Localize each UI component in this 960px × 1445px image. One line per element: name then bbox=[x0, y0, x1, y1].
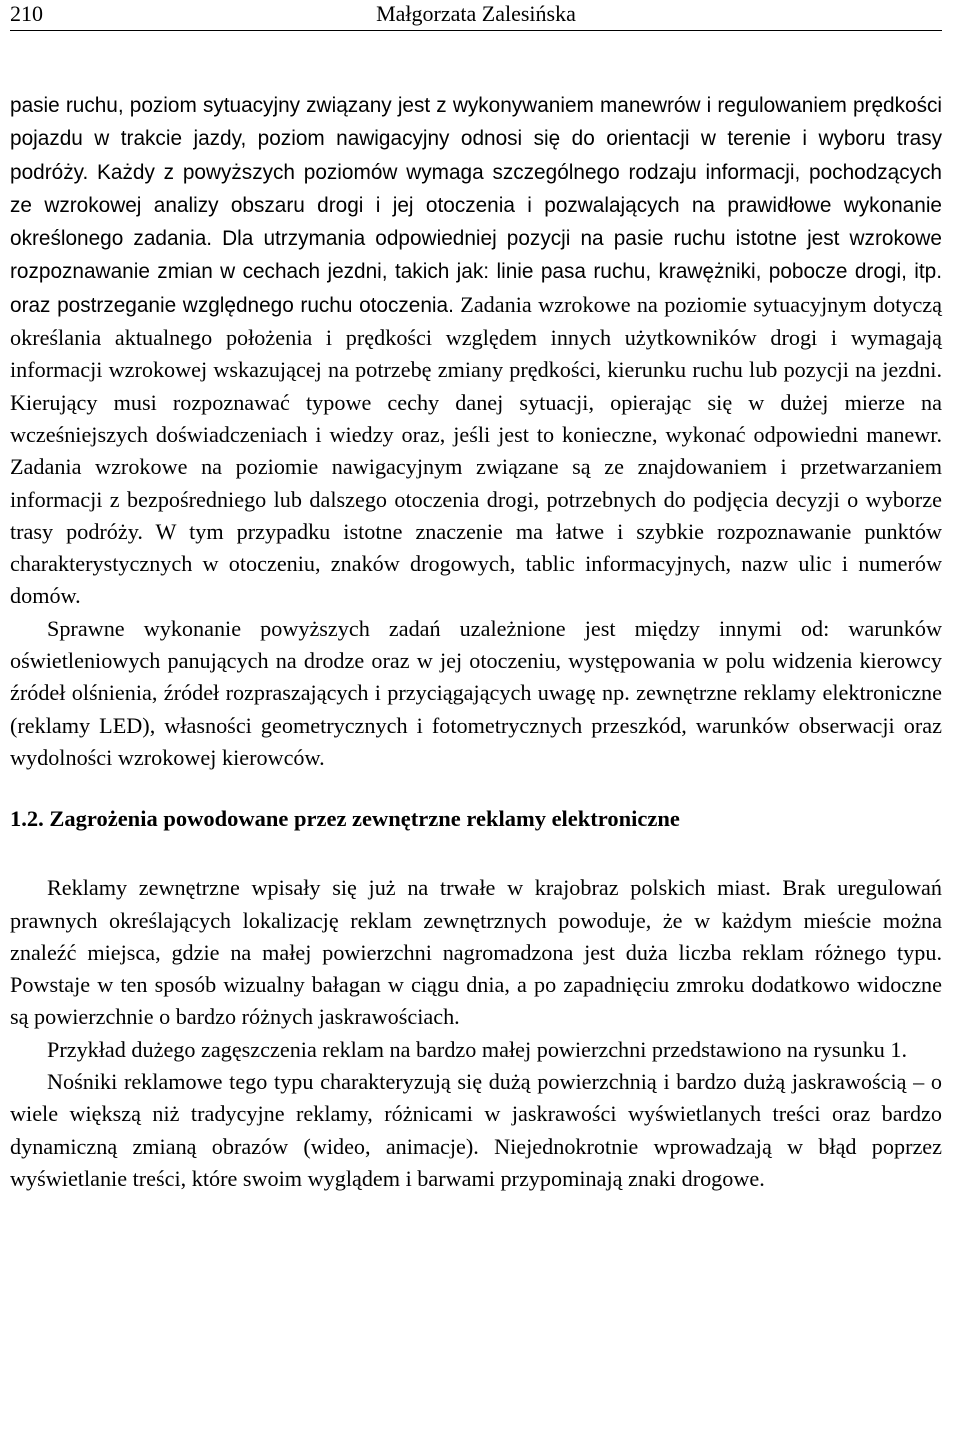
paragraph-1 bbox=[10, 89, 942, 613]
paragraph-3: Reklamy zewnętrzne wpisały się już na trwałe w krajobraz polskich miast. Brak uregulowań prawnych określających lokalizację reklam zewnętrznych powoduje, że w każdym mieście można znaleźć miejsca, gdzie na małej powierzchni nagromadzona jest duża liczba reklam różnego typu. Powstaje w ten sposób wizualny bałagan w ciągu dnia, a po zapadnięciu zmroku dodatkowo widoczne są powierzchnie o bardzo różnych jaskrawościach. bbox=[10, 875, 942, 1030]
page bbox=[10, 0, 942, 1195]
paragraph-1-part-b: Każdy z powyższych poziomów wymaga szczególnego rodzaju informacji, pochodzących ze wzrokowej analizy obszaru drogi i jej otoczenia i pozwalających na prawidłowe wykonanie określonego zadania. Dla utrzymania odpowiedniej pozycji na pasie ruchu istotne jest wzrokowe rozpoznawanie zmian w cechach jezdni, takich jak: linie pasa ruchu, krawężniki, pobocze drogi, itp. oraz postrzeganie względnego ruchu otoczenia. bbox=[10, 160, 942, 317]
header-author: Małgorzata Zalesińska bbox=[376, 1, 576, 26]
page-number: 210 bbox=[10, 1, 43, 26]
section-heading: 1.2. Zagrożenia powodowane przez zewnętrzne reklamy elektroniczne bbox=[10, 806, 680, 832]
paragraph-5: Nośniki reklamowe tego typu charakteryzują się dużą powierzchnią i bardzo dużą jaskrawością – o wiele większą niż tradycyjne reklamy, różnicami w jaskrawości wyświetlanych treści oraz bardzo dynamiczną zmianą obrazów (wideo, animacje). Niejednokrotnie wprowadzają w błąd poprzez wyświetlanie treści, które swoim wyglądem i barwami przypominają znaki drogowe. bbox=[10, 1069, 942, 1191]
paragraph-1-part-a: pasie ruchu, poziom sytuacyjny związany jest z wykonywaniem manewrów i regulowaniem prędkości pojazdu w trakcie jazdy, poziom nawigacyjny odnosi się do orientacji w terenie i wyboru trasy podróży. bbox=[10, 94, 942, 184]
paragraph-1-part-c: Zadania wzrokowe na poziomie sytuacyjnym dotyczą określania aktualnego położenia i prędkości względem innych użytkowników drogi i wymagają informacji wzrokowej wskazującej na potrzebę zmiany prędkości, kierunku ruchu lub pozycji na jezdni. Kierujący musi rozpoznawać typowe cechy danej sytuacji, opierając się w dużej mierze na wcześniejszych doświadczeniach i wiedzy oraz, jeśli jest to konieczne, wykonać odpowiedni manewr. Zadania wzrokowe na poziomie nawigacyjnym związane są ze znajdowaniem i przetwarzaniem informacji z bezpośredniego lub dalszego otoczenia drogi, potrzebnych do podjęcia decyzji o wyborze trasy podróży. W tym przypadku istotne znaczenie ma łatwe i szybkie rozpoznawanie punktów charakterystycznych w otoczeniu, znaków drogowych, tablic informacyjnych, nazw ulic i numerów domów. bbox=[10, 291, 943, 609]
running-header bbox=[10, 0, 942, 31]
body-text bbox=[10, 89, 942, 1195]
paragraph-2: Sprawne wykonanie powyższych zadań uzależnione jest między innymi od: warunków oświetleniowych panujących na drodze oraz w jej otoczeniu, występowania w polu widzenia kierowcy źródeł olśnienia, źródeł rozpraszających i przyciągających uwagę np. zewnętrzne reklamy elektroniczne (reklamy LED), własności geometrycznych i fotometrycznych przeszkód, warunków obserwacji oraz wydolności wzrokowej kierowców. bbox=[10, 615, 942, 770]
paragraph-4: Przykład dużego zagęszczenia reklam na bardzo małej powierzchni przedstawiono na rysunku 1. bbox=[47, 1036, 908, 1062]
